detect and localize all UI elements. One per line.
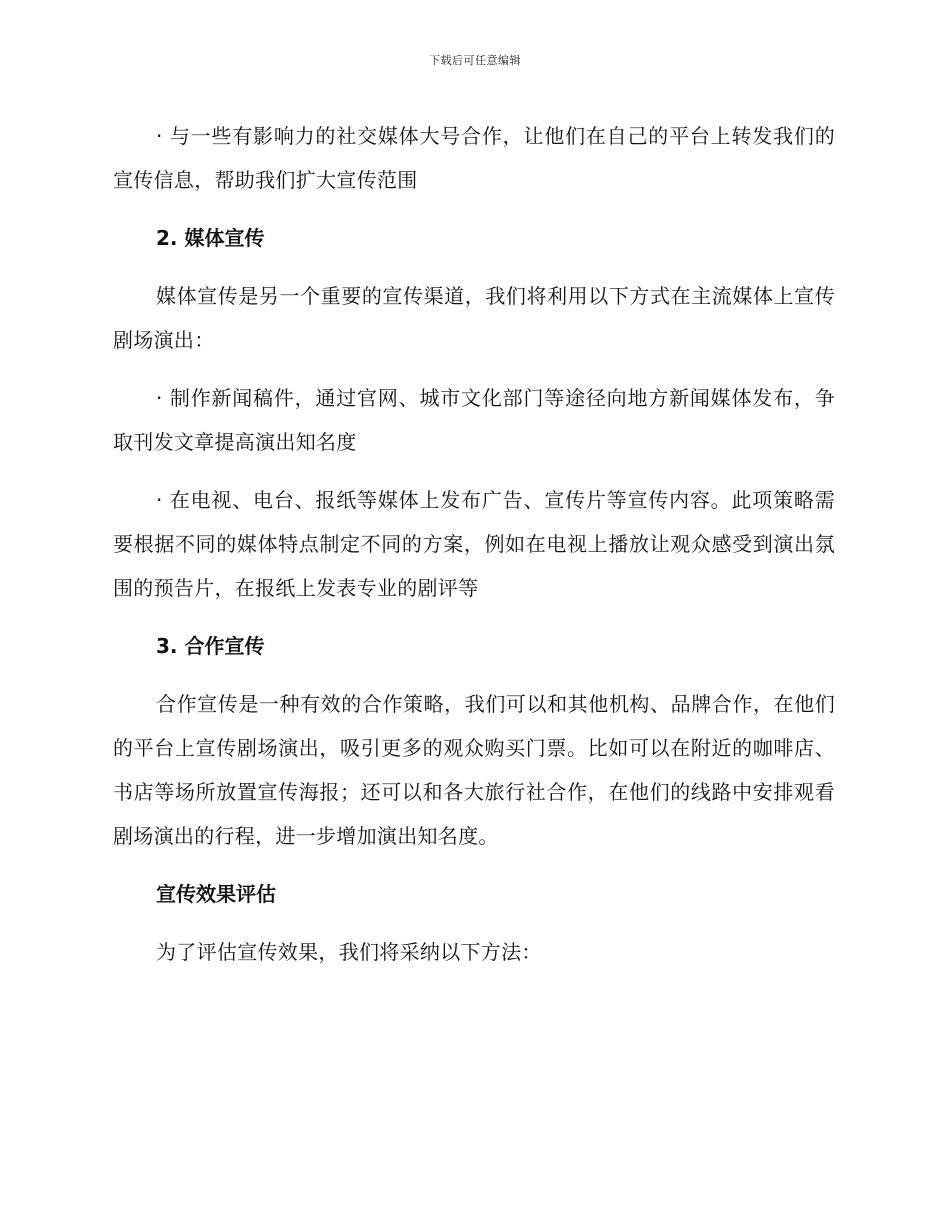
section-heading-evaluation: 宣传效果评估 — [156, 882, 276, 906]
bullet-paragraph-social-media: · 与一些有影响力的社交媒体大号合作，让他们在自己的平台上转发我们的宣传信息，帮助我们扩大宣传范围 — [113, 124, 835, 192]
paragraph-evaluation-intro: 为了评估宣传效果，我们将采纳以下方法： — [156, 940, 542, 964]
section-heading-cooperation: 3. 合作宣传 — [156, 634, 265, 658]
document-body — [113, 114, 835, 974]
bullet-paragraph-press-release: · 制作新闻稿件，通过官网、城市文化部门等途径向地方新闻媒体发布，争取刊发文章提高演出知名度 — [113, 386, 835, 454]
bullet-paragraph-advertising: · 在电视、电台、报纸等媒体上发布广告、宣传片等宣传内容。此项策略需要根据不同的媒体特点制定不同的方案，例如在电视上播放让观众感受到演出氛围的预告片，在报纸上发表专业的剧评等 — [113, 488, 835, 600]
page-header-note: 下载后可任意编辑 — [429, 54, 521, 67]
section-heading-media: 2. 媒体宣传 — [156, 226, 265, 250]
paragraph-cooperation: 合作宣传是一种有效的合作策略，我们可以和其他机构、品牌合作，在他们的平台上宣传剧场演出，吸引更多的观众购买门票。比如可以在附近的咖啡店、书店等场所放置宣传海报；还可以和各大旅行社合作，在他们的线路中安排观看剧场演出的行程，进一步增加演出知名度。 — [113, 692, 835, 848]
paragraph-media-intro: 媒体宣传是另一个重要的宣传渠道，我们将利用以下方式在主流媒体上宣传剧场演出： — [113, 284, 835, 352]
